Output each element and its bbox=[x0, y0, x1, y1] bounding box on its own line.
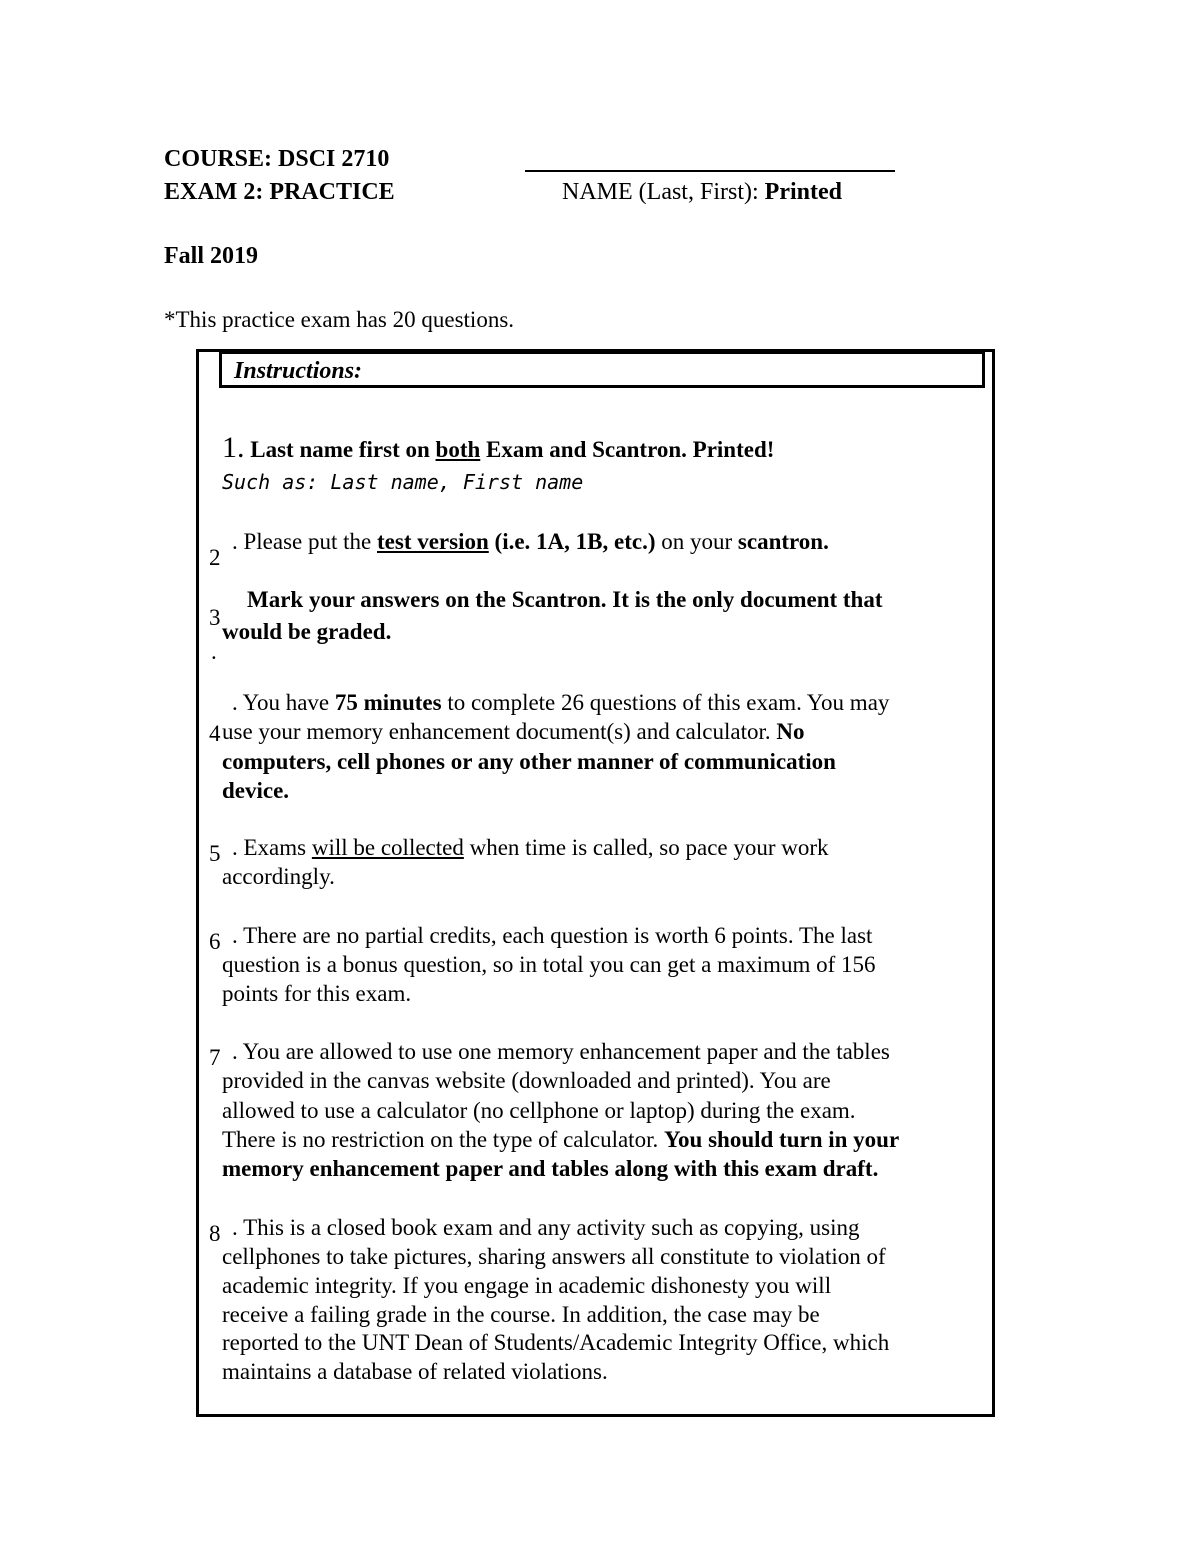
instruction-4-line-2 bbox=[222, 717, 804, 747]
instruction-5-text-b: when time is called, so pace your work bbox=[463, 835, 829, 860]
instruction-4-line-4: device. bbox=[222, 778, 290, 803]
instruction-2-test-version: test version bbox=[377, 529, 489, 554]
instruction-4-duration: 75 minutes bbox=[334, 690, 442, 715]
instruction-4-text-c: to complete 26 questions of this exam. You may bbox=[441, 690, 890, 715]
instruction-8-number: 8 bbox=[209, 1221, 221, 1246]
instruction-2-number: 2 bbox=[209, 545, 221, 570]
instruction-6-line-3: points for this exam. bbox=[222, 981, 412, 1006]
instruction-6-number: 6 bbox=[209, 929, 221, 954]
instruction-3-number: 3 bbox=[209, 605, 221, 630]
instruction-2-scantron: scantron. bbox=[737, 529, 829, 554]
instruction-1 bbox=[222, 432, 774, 465]
course-code: COURSE: DSCI 2710 bbox=[164, 146, 390, 172]
name-signature-line bbox=[525, 170, 895, 172]
instruction-8-line-1: . This is a closed book exam and any activity such as copying, using bbox=[232, 1215, 860, 1240]
instruction-4-text-l2a: use your memory enhancement document(s) and calculator. bbox=[222, 719, 777, 744]
instruction-7-line-2: provided in the canvas website (downloaded and printed). You are bbox=[222, 1068, 831, 1093]
instruction-4-text-a: . You have bbox=[232, 690, 335, 715]
instruction-3-line-2: would be graded. bbox=[222, 619, 392, 644]
instruction-1-text-b: Exam and Scantron. Printed! bbox=[480, 437, 775, 462]
name-field-label bbox=[562, 177, 842, 207]
instruction-3-line-1: Mark your answers on the Scantron. It is the only document that bbox=[247, 587, 883, 612]
question-count-note: *This practice exam has 20 questions. bbox=[164, 307, 515, 332]
name-label-printed: Printed bbox=[764, 179, 842, 205]
instructions-title-box bbox=[219, 351, 985, 388]
instruction-1-both: both bbox=[435, 437, 481, 462]
instruction-7-line-1: . You are allowed to use one memory enhancement paper and the tables bbox=[232, 1039, 890, 1064]
instruction-2-example: (i.e. 1A, 1B, etc.) bbox=[488, 529, 656, 554]
instruction-2-text-c: on your bbox=[655, 529, 738, 554]
instruction-5-line-1 bbox=[232, 833, 829, 863]
instruction-8-line-2: cellphones to take pictures, sharing answers all constitute to violation of bbox=[222, 1244, 886, 1269]
instruction-5-text-a: . Exams bbox=[232, 835, 312, 860]
instruction-8-line-5: reported to the UNT Dean of Students/Academic Integrity Office, which bbox=[222, 1330, 890, 1355]
instruction-3-dot: . bbox=[211, 639, 217, 664]
instruction-1-example: Such as: Last name, First name bbox=[222, 470, 584, 494]
exam-title: EXAM 2: PRACTICE bbox=[164, 179, 395, 205]
instruction-5-line-2: accordingly. bbox=[222, 864, 335, 889]
instruction-6-line-2: question is a bonus question, so in total you can get a maximum of 156 bbox=[222, 952, 876, 977]
instruction-8-line-6: maintains a database of related violations. bbox=[222, 1359, 608, 1384]
instruction-7-number: 7 bbox=[209, 1045, 221, 1070]
instruction-8-line-3: academic integrity. If you engage in academic dishonesty you will bbox=[222, 1273, 832, 1298]
exam-term: Fall 2019 bbox=[164, 243, 258, 269]
instruction-7-line-5: memory enhancement paper and tables along with this exam draft. bbox=[222, 1156, 879, 1181]
instruction-4-number: 4 bbox=[209, 721, 221, 746]
instructions-title: Instructions: bbox=[234, 358, 363, 384]
instruction-4-line-1 bbox=[232, 688, 889, 718]
instruction-7-text-l4a: There is no restriction on the type of calculator. bbox=[222, 1127, 664, 1152]
instruction-7-line-4 bbox=[222, 1125, 899, 1155]
instruction-4-line-3: computers, cell phones or any other manner of communication bbox=[222, 749, 836, 774]
instruction-2-text-a: . Please put the bbox=[232, 529, 377, 554]
instruction-1-text-a: Last name first on bbox=[244, 437, 436, 462]
instruction-2 bbox=[232, 527, 829, 557]
name-label-text: NAME (Last, First): bbox=[562, 179, 765, 205]
instruction-1-number: 1. bbox=[222, 431, 245, 464]
instruction-5-will-be-collected: will be collected bbox=[311, 835, 464, 860]
instruction-7-text-l4b: You should turn in your bbox=[663, 1127, 900, 1152]
instruction-8-line-4: receive a failing grade in the course. In addition, the case may be bbox=[222, 1302, 820, 1327]
instruction-4-no: No bbox=[776, 719, 805, 744]
instruction-6-line-1: . There are no partial credits, each question is worth 6 points. The last bbox=[232, 923, 873, 948]
instruction-7-line-3: allowed to use a calculator (no cellphone or laptop) during the exam. bbox=[222, 1098, 856, 1123]
instruction-5-number: 5 bbox=[209, 841, 221, 866]
